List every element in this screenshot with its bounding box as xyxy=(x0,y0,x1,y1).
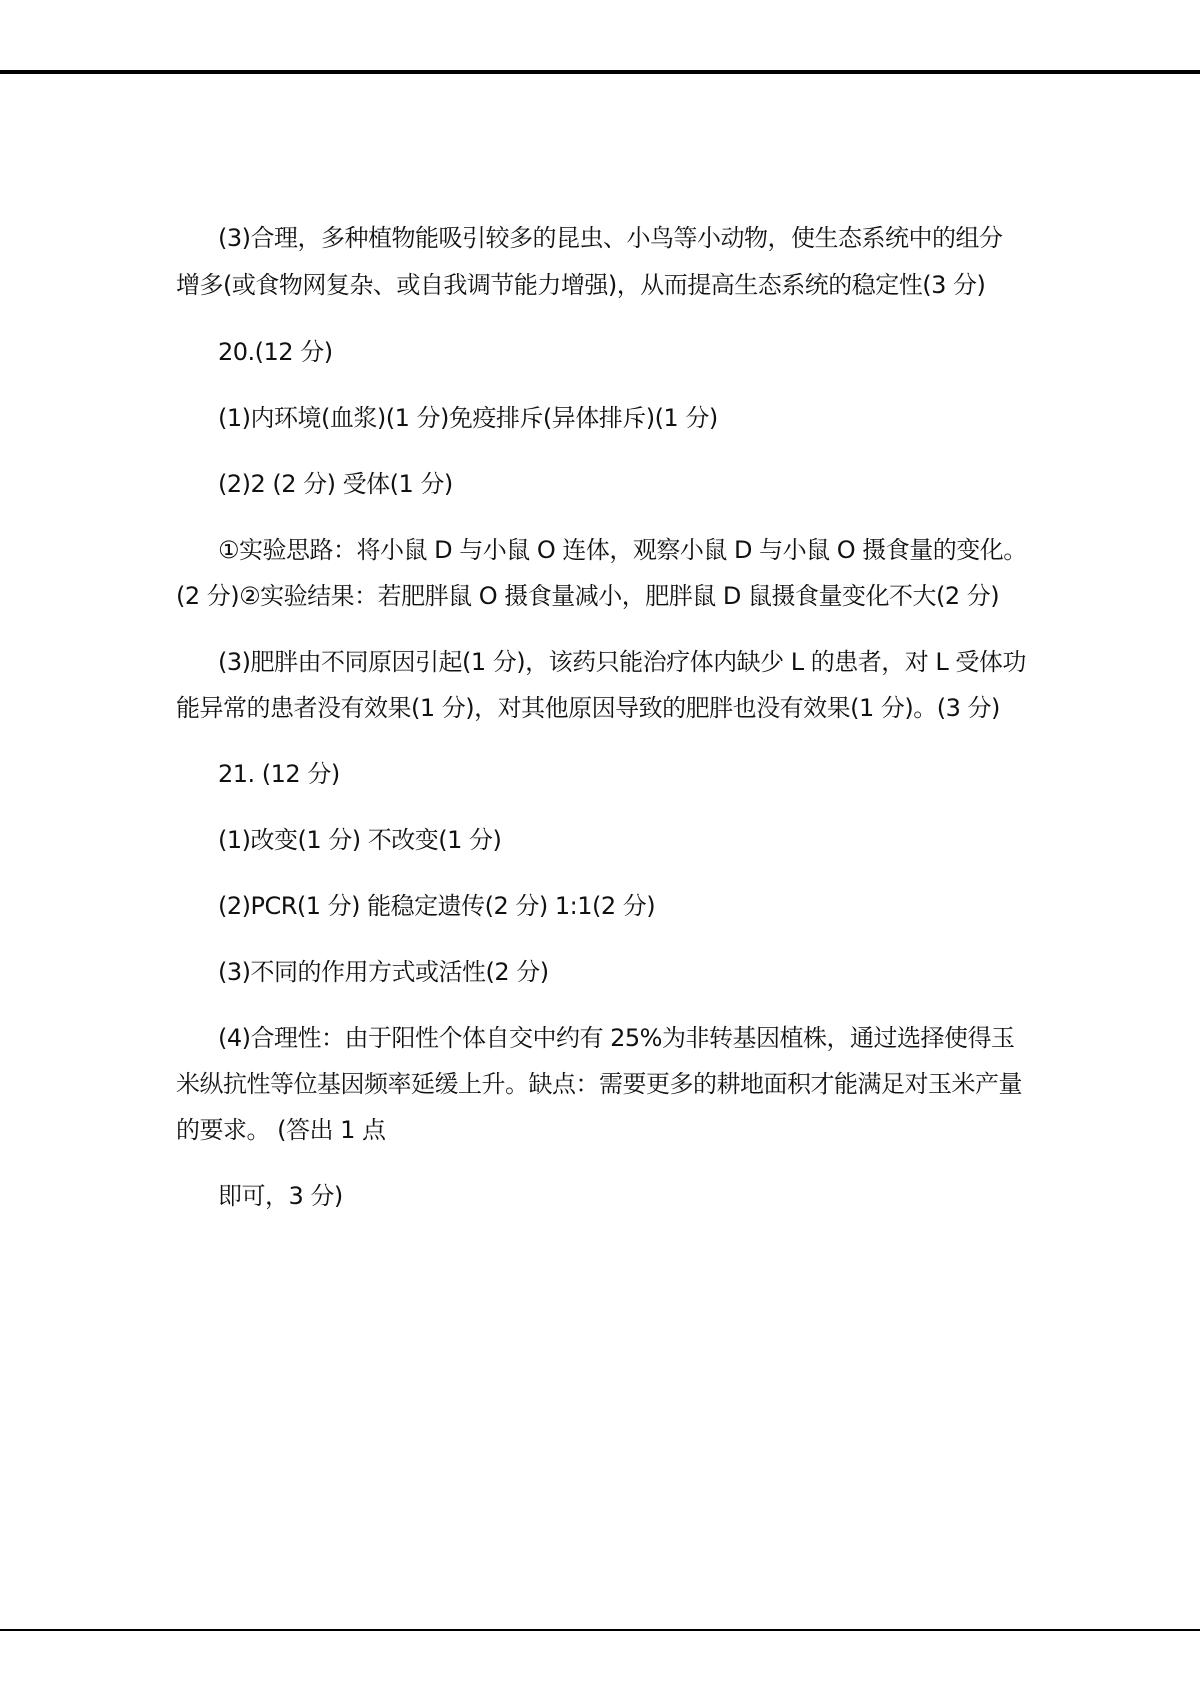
text-line: 即可，3 分) xyxy=(218,1182,343,1210)
text-line: (1)内环境(血浆)(1 分)免疫排斥(异体排斥)(1 分) xyxy=(218,404,718,432)
question-number: 20.(12 分) xyxy=(218,338,333,366)
text-line: 米纵抗性等位基因频率延缓上升。缺点：需要更多的耕地面积才能满足对玉米产量 xyxy=(176,1070,1022,1098)
text-line: (2 分)②实验结果：若肥胖鼠 O 摄食量减小，肥胖鼠 D 鼠摄食量变化不大(2 分) xyxy=(176,582,1000,610)
text-line: (1)改变(1 分) 不改变(1 分) xyxy=(218,826,502,854)
text-line: (4)合理性：由于阳性个体自交中约有 25%为非转基因植株，通过选择使得玉 xyxy=(218,1024,1015,1052)
bottom-rule xyxy=(0,1629,1200,1631)
text-line: (2)2 (2 分) 受体(1 分) xyxy=(218,470,453,498)
question-number: 21. (12 分) xyxy=(218,760,340,788)
text-line: ①实验思路：将小鼠 D 与小鼠 O 连体，观察小鼠 D 与小鼠 O 摄食量的变化。 xyxy=(218,536,1027,564)
text-line: (3)合理，多种植物能吸引较多的昆虫、小鸟等小动物，使生态系统中的组分 xyxy=(218,224,1003,252)
text-line: 增多(或食物网复杂、或自我调节能力增强)，从而提高生态系统的稳定性(3 分) xyxy=(176,271,986,299)
text-line: (3)肥胖由不同原因引起(1 分)，该药只能治疗体内缺少 L 的患者，对 L 受体功 xyxy=(218,648,1026,676)
text-line: (3)不同的作用方式或活性(2 分) xyxy=(218,958,549,986)
text-line: 能异常的患者没有效果(1 分)，对其他原因导致的肥胖也没有效果(1 分)。(3 分) xyxy=(176,694,1000,722)
text-line: (2)PCR(1 分) 能稳定遗传(2 分) 1:1(2 分) xyxy=(218,892,656,920)
text-line: 的要求。 (答出 1 点 xyxy=(176,1116,386,1144)
